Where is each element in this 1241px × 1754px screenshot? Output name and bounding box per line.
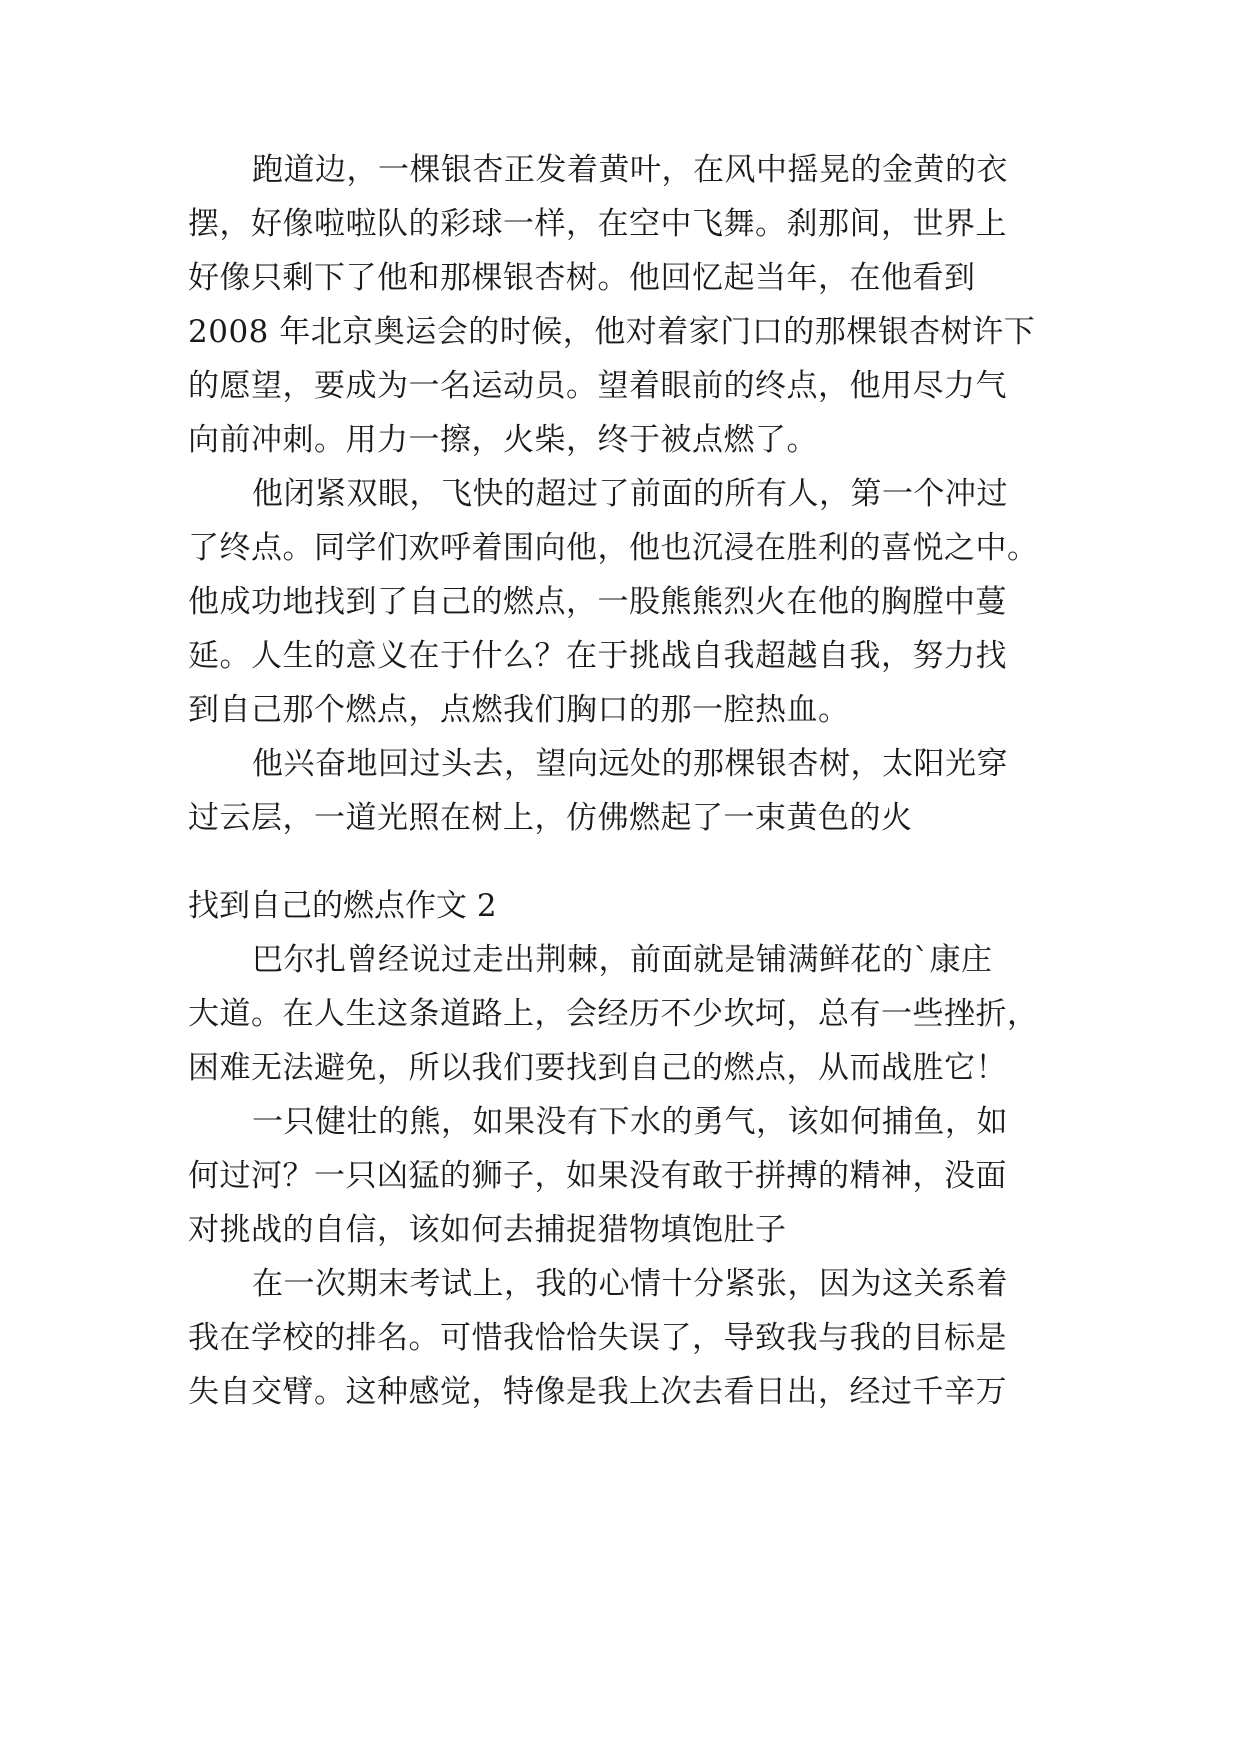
paragraph-line: 巴尔扎曾经说过走出荆棘，前面就是铺满鲜花的`康庄 bbox=[252, 942, 993, 978]
paragraph-line: 向前冲刺。用力一擦，火柴，终于被点燃了。 bbox=[188, 422, 818, 458]
paragraph-line: 在一次期末考试上，我的心情十分紧张，因为这关系着 bbox=[252, 1266, 1008, 1302]
paragraph-line: 失自交臂。这种感觉，特像是我上次去看日出，经过千辛万 bbox=[188, 1374, 1007, 1410]
paragraph-line: 的愿望，要成为一名运动员。望着眼前的终点，他用尽力气 bbox=[188, 368, 1007, 404]
paragraph-line: 大道。在人生这条道路上，会经历不少坎坷，总有一些挫折， bbox=[188, 996, 1039, 1032]
section-title: 找到自己的燃点作文 2 bbox=[188, 888, 497, 924]
paragraph-line: 2008 年北京奥运会的时候，他对着家门口的那棵银杏树许下 bbox=[188, 314, 1036, 350]
paragraph-line: 困难无法避免，所以我们要找到自己的燃点，从而战胜它！ bbox=[188, 1050, 1007, 1086]
paragraph-line: 我在学校的排名。可惜我恰恰失误了，导致我与我的目标是 bbox=[188, 1320, 1007, 1356]
paragraph-line: 跑道边，一棵银杏正发着黄叶，在风中摇晃的金黄的衣 bbox=[252, 152, 1008, 188]
paragraph-line: 好像只剩下了他和那棵银杏树。他回忆起当年，在他看到 bbox=[188, 260, 976, 296]
paragraph-line: 摆，好像啦啦队的彩球一样，在空中飞舞。刹那间，世界上 bbox=[188, 206, 1007, 242]
paragraph-line: 他闭紧双眼，飞快的超过了前面的所有人，第一个冲过 bbox=[252, 476, 1008, 512]
paragraph-line: 他成功地找到了自己的燃点，一股熊熊烈火在他的胸膛中蔓 bbox=[188, 584, 1007, 620]
paragraph-line: 过云层，一道光照在树上，仿佛燃起了一束黄色的火 bbox=[188, 800, 913, 836]
paragraph-line: 对挑战的自信，该如何去捕捉猎物填饱肚子 bbox=[188, 1212, 787, 1248]
paragraph-line: 了终点。同学们欢呼着围向他，他也沉浸在胜利的喜悦之中。 bbox=[188, 530, 1039, 566]
paragraph-line: 延。人生的意义在于什么？在于挑战自我超越自我，努力找 bbox=[188, 638, 1007, 674]
paragraph-line: 一只健壮的熊，如果没有下水的勇气，该如何捕鱼，如 bbox=[252, 1104, 1008, 1140]
paragraph-line: 何过河？一只凶猛的狮子，如果没有敢于拼搏的精神，没面 bbox=[188, 1158, 1007, 1194]
paragraph-line: 他兴奋地回过头去，望向远处的那棵银杏树，太阳光穿 bbox=[252, 746, 1008, 782]
paragraph-line: 到自己那个燃点，点燃我们胸口的那一腔热血。 bbox=[188, 692, 850, 728]
